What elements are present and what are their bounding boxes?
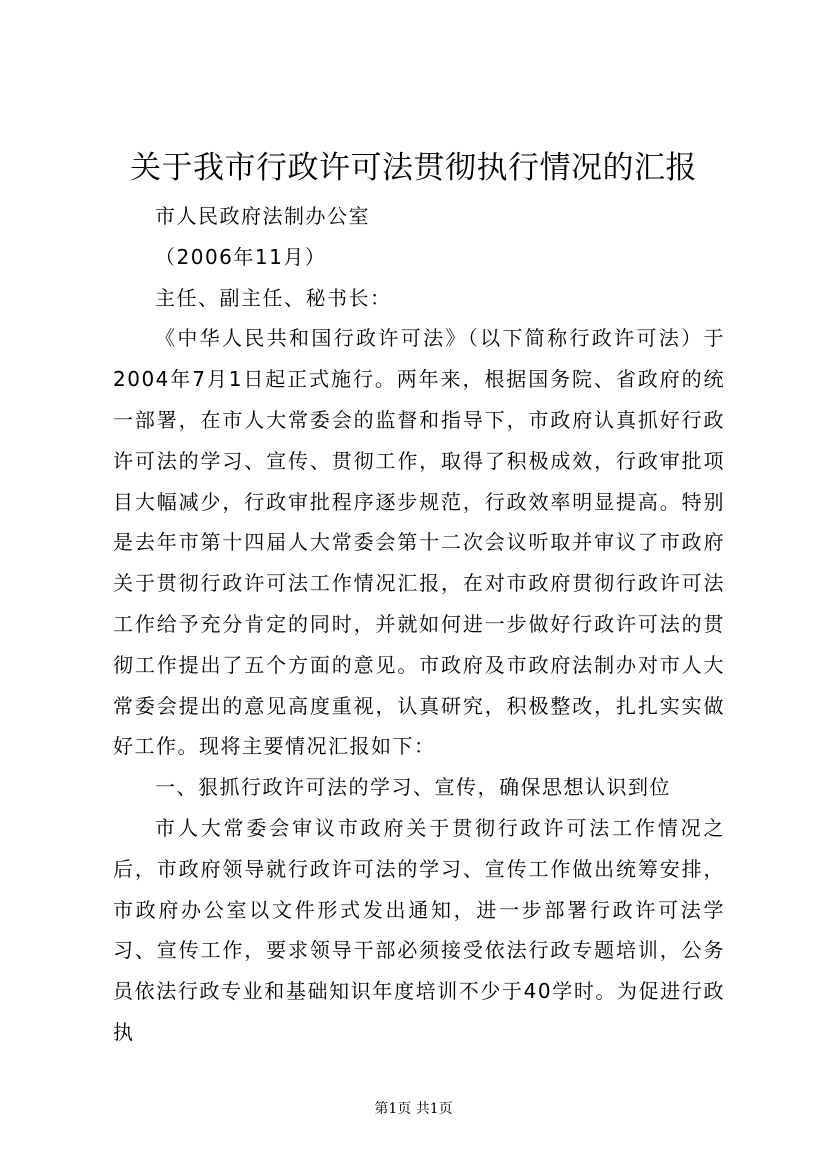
document-title: 关于我市行政许可法贯彻执行情况的汇报 xyxy=(130,150,697,186)
document-body xyxy=(113,196,725,1053)
date-line: （2006年11月） xyxy=(155,244,327,269)
author-line: 市人民政府法制办公室 xyxy=(155,204,370,228)
section-heading: 一、狠抓行政许可法的学习、宣传，确保思想认识到位 xyxy=(155,775,671,800)
salutation-line: 主任、副主任、秘书长： xyxy=(155,285,392,310)
body-paragraph: 《中华人民共和国行政许可法》（以下简称行政许可法）于2004年7月1日起正式施行。两年来，根据国务院、省政府的统一部署，在市人大常委会的监督和指导下，市政府认真抓好行政许可法的学习、宣传、贯彻工作，取得了积极成效，行政审批项目大幅减少，行政审批程序逐步规范，行政效率明显提高。特别是去年市第十四届人大常委会第十二次会议听取并审议了市政府关于贯彻行政许可法工作情况汇报，在对市政府贯彻行政许可法工作给予充分肯定的同时，并就如何进一步做好行政许可法的贯彻工作提出了五个方面的意见。市政府及市政府法制办对市人大常委会提出的意见高度重视，认真研究，积极整改，扎扎实实做好工作。现将主要情况汇报如下： xyxy=(113,326,725,759)
body-paragraph: 市人大常委会审议市政府关于贯彻行政许可法工作情况之后，市政府领导就行政许可法的学习、宣传工作做出统筹安排，市政府办公室以文件形式发出通知，进一步部署行政许可法学习、宣传工作，要求领导干部必须接受依法行政专题培训，公务员依法行政专业和基础知识年度培训不少于40学时。为促进行政执 xyxy=(113,815,725,1044)
page-footer: 第1页 共1页 xyxy=(374,1101,453,1117)
